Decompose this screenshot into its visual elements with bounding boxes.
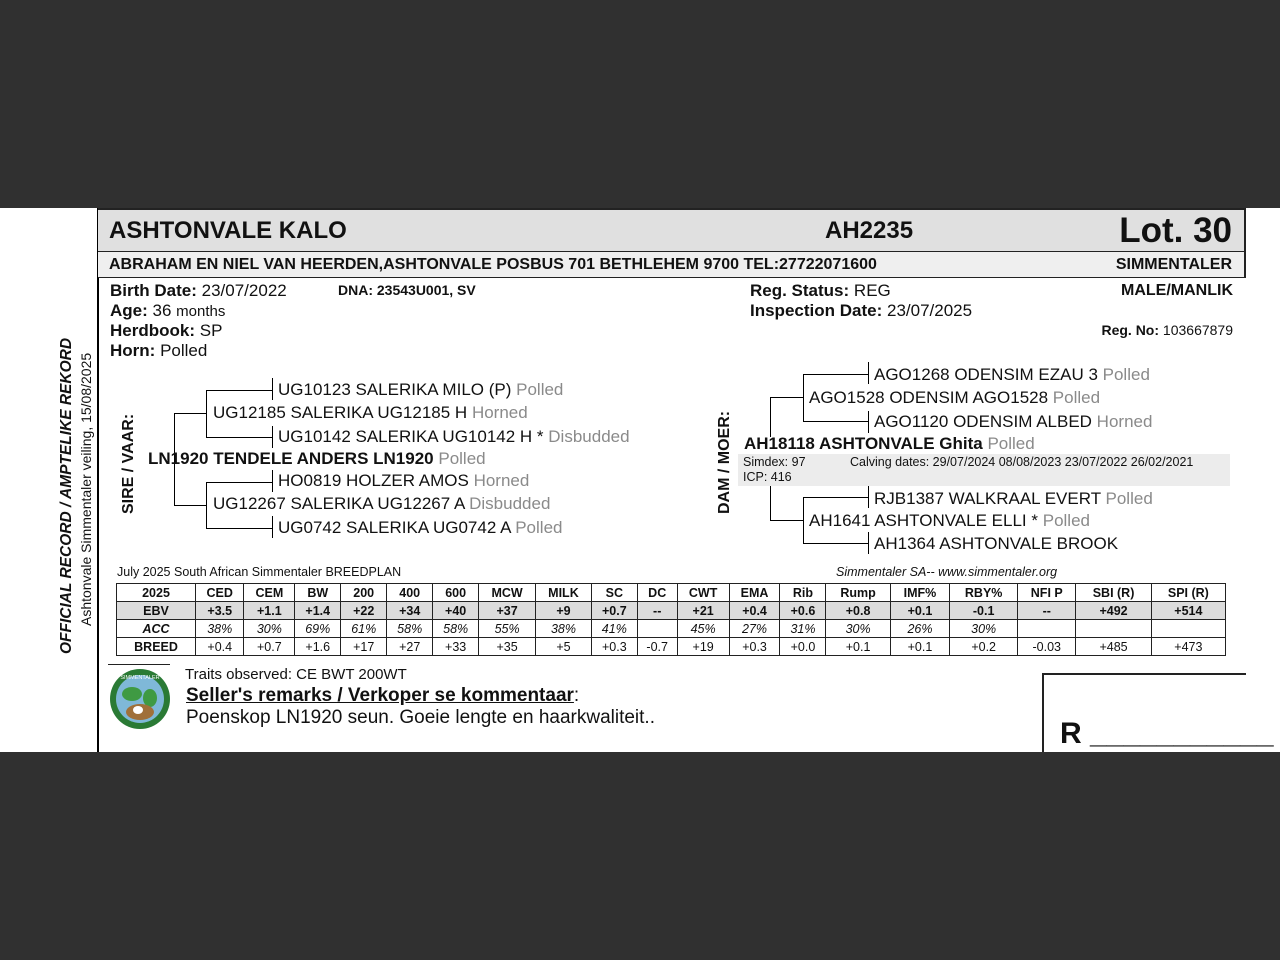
owner-bar bbox=[98, 252, 1246, 278]
ebv-cell: 31% bbox=[780, 620, 826, 638]
simdex: Simdex: 97 bbox=[743, 455, 806, 469]
simmentaler-logo bbox=[108, 668, 172, 735]
ebv-header-cell: DC bbox=[637, 584, 677, 602]
remarks-title: Seller's remarks / Verkoper se kommentaar: bbox=[186, 685, 580, 706]
sex-label: MALE/MANLIK bbox=[1121, 282, 1233, 299]
inspection-date: Inspection Date: 23/07/2025 bbox=[750, 301, 973, 320]
ebv-cell: +0.3 bbox=[729, 638, 780, 656]
ebv-cell: +1.4 bbox=[295, 602, 341, 620]
owner-details: ABRAHAM EN NIEL VAN HEERDEN,ASHTONVALE POSBUS 701 BETHLEHEM 9700 TEL:27722071600 bbox=[109, 256, 877, 273]
ebv-cell: +0.8 bbox=[826, 602, 890, 620]
dam-sire-sire: AGO1268 ODENSIM EZAU 3 Polled bbox=[874, 365, 1150, 384]
ebv-cell: -0.03 bbox=[1018, 638, 1076, 656]
left-border bbox=[97, 208, 99, 752]
ebv-cell: 69% bbox=[295, 620, 341, 638]
sire-name: LN1920 TENDELE ANDERS LN1920 Polled bbox=[148, 449, 486, 468]
ebv-cell: 55% bbox=[479, 620, 536, 638]
ebv-cell: 61% bbox=[341, 620, 387, 638]
ebv-cell: +17 bbox=[341, 638, 387, 656]
ebv-cell: +21 bbox=[677, 602, 729, 620]
ebv-header-cell: CEM bbox=[244, 584, 295, 602]
ebv-header-cell: 600 bbox=[433, 584, 479, 602]
ebv-header-cell: SPI (R) bbox=[1151, 584, 1225, 602]
ebv-cell: 30% bbox=[244, 620, 295, 638]
ebv-cell: +33 bbox=[433, 638, 479, 656]
dam-name: AH18118 ASHTONVALE Ghita Polled bbox=[744, 434, 1035, 453]
ebv-cell: +35 bbox=[479, 638, 536, 656]
ebv-cell: -- bbox=[637, 602, 677, 620]
ebv-header-cell: SC bbox=[591, 584, 637, 602]
ebv-cell: +0.0 bbox=[780, 638, 826, 656]
ebv-header-row bbox=[117, 584, 1226, 602]
ebv-cell: +37 bbox=[479, 602, 536, 620]
ebv-row bbox=[117, 602, 1226, 620]
price-line: R ___________ bbox=[1060, 717, 1274, 750]
svg-text:SIMMENTALER: SIMMENTALER bbox=[120, 675, 160, 681]
ebv-row-label: BREED bbox=[117, 638, 196, 656]
ebv-cell bbox=[1018, 620, 1076, 638]
ebv-cell: +27 bbox=[387, 638, 433, 656]
ebv-cell: +0.1 bbox=[890, 602, 949, 620]
ebv-header-cell: SBI (R) bbox=[1076, 584, 1151, 602]
ebv-cell: +19 bbox=[677, 638, 729, 656]
ebv-cell: -- bbox=[1018, 602, 1076, 620]
breed-row bbox=[117, 638, 1226, 656]
ebv-cell bbox=[637, 620, 677, 638]
ebv-cell: 58% bbox=[387, 620, 433, 638]
ebv-cell bbox=[1076, 620, 1151, 638]
ebv-cell: +0.3 bbox=[591, 638, 637, 656]
sire-dam-sire: HO0819 HOLZER AMOS Horned bbox=[278, 471, 530, 490]
breed-label: SIMMENTALER bbox=[1115, 256, 1232, 273]
title-bar bbox=[98, 208, 1246, 252]
official-record-label: OFFICIAL RECORD / AMPTELIKE REKORD bbox=[58, 337, 75, 654]
ebv-header-cell: MILK bbox=[536, 584, 592, 602]
ebv-cell: +0.2 bbox=[950, 638, 1018, 656]
dna-info: DNA: 23543U001, SV bbox=[338, 282, 476, 298]
ebv-cell: 38% bbox=[536, 620, 592, 638]
lot-number: Lot. 30 bbox=[1119, 211, 1232, 250]
ebv-header-cell: NFI P bbox=[1018, 584, 1076, 602]
ebv-header-cell: MCW bbox=[479, 584, 536, 602]
animal-code: AH2235 bbox=[825, 217, 914, 244]
ebv-header-cell: 2025 bbox=[117, 584, 196, 602]
ebv-cell: +473 bbox=[1151, 638, 1225, 656]
dam-sire-dam: AGO1120 ODENSIM ALBED Horned bbox=[874, 412, 1153, 431]
sire-dam-dam: UG0742 SALERIKA UG0742 A Polled bbox=[278, 518, 563, 537]
ebv-cell: +9 bbox=[536, 602, 592, 620]
reg-number: Reg. No: 103667879 bbox=[1101, 322, 1233, 338]
ebv-cell: +492 bbox=[1076, 602, 1151, 620]
sire-sire-dam: UG10142 SALERIKA UG10142 H * Disbudded bbox=[278, 427, 630, 446]
ebv-cell: +0.4 bbox=[729, 602, 780, 620]
acc-row bbox=[117, 620, 1226, 638]
ebv-header-cell: 400 bbox=[387, 584, 433, 602]
sire-dam: UG12267 SALERIKA UG12267 A Disbudded bbox=[213, 494, 551, 513]
dam-stats-box bbox=[738, 454, 1230, 486]
ebv-cell: +0.4 bbox=[196, 638, 244, 656]
ebv-cell: 30% bbox=[826, 620, 890, 638]
ebv-header-cell: RBY% bbox=[950, 584, 1018, 602]
ebv-header-cell: BW bbox=[295, 584, 341, 602]
breedplan-source: Simmentaler SA-- www.simmentaler.org bbox=[836, 565, 1058, 579]
ebv-cell: +0.7 bbox=[591, 602, 637, 620]
ebv-cell: +22 bbox=[341, 602, 387, 620]
icp: ICP: 416 bbox=[743, 470, 792, 484]
remarks-text: Poenskop LN1920 seun. Goeie lengte en haarkwaliteit.. bbox=[186, 707, 655, 728]
ebv-row-label: EBV bbox=[117, 602, 196, 620]
birth-date: Birth Date: 23/07/2022 bbox=[110, 281, 287, 300]
calving-dates: Calving dates: 29/07/2024 08/08/2023 23/07/2022 26/02/2021 bbox=[850, 455, 1194, 469]
ebv-header-cell: Rib bbox=[780, 584, 826, 602]
ebv-cell: 58% bbox=[433, 620, 479, 638]
ebv-cell bbox=[1151, 620, 1225, 638]
ebv-cell: 38% bbox=[196, 620, 244, 638]
ebv-cell: +3.5 bbox=[196, 602, 244, 620]
ebv-header-cell: 200 bbox=[341, 584, 387, 602]
ebv-cell: 26% bbox=[890, 620, 949, 638]
ebv-cell: -0.7 bbox=[637, 638, 677, 656]
ebv-cell: +5 bbox=[536, 638, 592, 656]
reg-status: Reg. Status: REG bbox=[750, 281, 891, 300]
ebv-cell: +0.7 bbox=[244, 638, 295, 656]
ebv-cell: 27% bbox=[729, 620, 780, 638]
breedplan-caption: July 2025 South African Simmentaler BREEDPLAN bbox=[117, 565, 402, 579]
dam-dam-dam: AH1364 ASHTONVALE BROOK bbox=[874, 534, 1119, 553]
ebv-cell: 41% bbox=[591, 620, 637, 638]
sire-label: SIRE / VAAR: bbox=[120, 413, 137, 514]
age: Age: 36 months bbox=[110, 301, 226, 320]
ebv-header-cell: CED bbox=[196, 584, 244, 602]
traits-observed: Traits observed: CE BWT 200WT bbox=[185, 666, 407, 683]
herdbook: Herdbook: SP bbox=[110, 321, 223, 340]
ebv-cell: +0.1 bbox=[890, 638, 949, 656]
ebv-header-cell: IMF% bbox=[890, 584, 949, 602]
lot-card bbox=[0, 208, 1280, 752]
ebv-cell: +0.6 bbox=[780, 602, 826, 620]
dam-label: DAM / MOER: bbox=[716, 410, 733, 514]
ebv-cell: 30% bbox=[950, 620, 1018, 638]
animal-name: ASHTONVALE KALO bbox=[109, 217, 347, 244]
horn-status: Horn: Polled bbox=[110, 341, 208, 360]
ebv-row-label: ACC bbox=[117, 620, 196, 638]
ebv-cell: +485 bbox=[1076, 638, 1151, 656]
ebv-cell: +514 bbox=[1151, 602, 1225, 620]
sire-sire: UG12185 SALERIKA UG12185 H Horned bbox=[213, 403, 528, 422]
ebv-cell: 45% bbox=[677, 620, 729, 638]
ebv-header-cell: CWT bbox=[677, 584, 729, 602]
dam-dam: AH1641 ASHTONVALE ELLI * Polled bbox=[809, 511, 1090, 530]
sire-sire-sire: UG10123 SALERIKA MILO (P) Polled bbox=[278, 380, 564, 399]
dam-dam-sire: RJB1387 WALKRAAL EVERT Polled bbox=[874, 489, 1153, 508]
ebv-cell: +34 bbox=[387, 602, 433, 620]
ebv-header-cell: Rump bbox=[826, 584, 890, 602]
ebv-cell: -0.1 bbox=[950, 602, 1018, 620]
dam-sire: AGO1528 ODENSIM AGO1528 Polled bbox=[809, 388, 1101, 407]
ebv-cell: +40 bbox=[433, 602, 479, 620]
ebv-cell: +1.1 bbox=[244, 602, 295, 620]
ebv-cell: +1.6 bbox=[295, 638, 341, 656]
auction-label: Ashtonvale Simmentaler veiling, 15/08/2025 bbox=[78, 352, 94, 626]
ebv-header-cell: EMA bbox=[729, 584, 780, 602]
ebv-table bbox=[116, 583, 1226, 656]
price-box bbox=[1042, 673, 1274, 752]
ebv-cell: +0.1 bbox=[826, 638, 890, 656]
